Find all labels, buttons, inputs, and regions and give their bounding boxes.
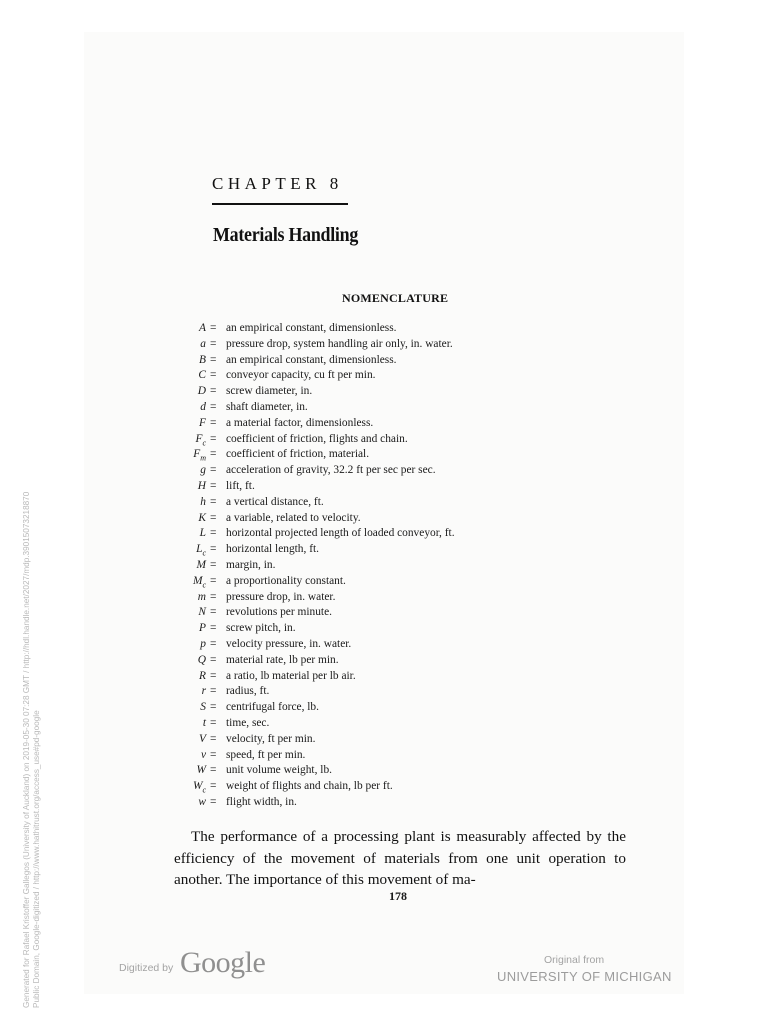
symbol-letter: H (197, 479, 206, 492)
nomenclature-item (0, 463, 768, 479)
nomenclature-item (0, 337, 768, 353)
nomenclature-symbol (199, 732, 206, 748)
symbol-letter: F (199, 416, 206, 429)
equals-sign: = (210, 653, 217, 666)
equals-sign: = (210, 764, 217, 777)
symbol-subscript: c (202, 785, 206, 795)
nomenclature-symbol (199, 669, 206, 685)
symbol-subscript: c (202, 548, 206, 558)
nomenclature-item (0, 432, 768, 448)
nomenclature-item (0, 621, 768, 637)
nomenclature-definition: a vertical distance, ft. (226, 495, 324, 508)
nomenclature-definition: conveyor capacity, cu ft per min. (226, 369, 376, 382)
equals-sign: = (210, 701, 217, 714)
equals-sign: = (210, 543, 217, 556)
nomenclature-item (0, 416, 768, 432)
nomenclature-definition: flight width, in. (226, 795, 297, 808)
equals-sign: = (210, 732, 217, 745)
nomenclature-definition: a variable, related to velocity. (226, 511, 361, 524)
nomenclature-symbol (200, 637, 206, 653)
nomenclature-item (0, 400, 768, 416)
nomenclature-item (0, 716, 768, 732)
symbol-letter: D (197, 385, 206, 398)
nomenclature-definition: centrifugal force, lb. (226, 701, 319, 714)
digitized-by-label: Digitized by (119, 962, 174, 974)
symbol-letter: v (200, 748, 206, 761)
nomenclature-definition: a ratio, lb material per lb air. (226, 669, 356, 682)
nomenclature-symbol (198, 605, 206, 621)
symbol-letter: V (199, 732, 206, 745)
symbol-letter: a (200, 337, 206, 350)
symbol-letter: B (199, 353, 206, 366)
nomenclature-item (0, 779, 768, 795)
symbol-letter: p (200, 637, 206, 650)
nomenclature-symbol (197, 763, 207, 779)
nomenclature-item (0, 353, 768, 369)
nomenclature-symbol (199, 416, 206, 432)
symbol-subscript: c (202, 580, 206, 590)
nomenclature-symbol (198, 590, 206, 606)
nomenclature-heading: NOMENCLATURE (342, 291, 449, 305)
nomenclature-symbol (201, 748, 206, 764)
symbol-letter: h (200, 495, 206, 508)
nomenclature-definition: shaft diameter, in. (226, 400, 308, 413)
nomenclature-definition: screw diameter, in. (226, 385, 313, 398)
equals-sign: = (210, 416, 217, 429)
nomenclature-item (0, 637, 768, 653)
nomenclature-symbol (203, 716, 206, 732)
nomenclature-item (0, 574, 768, 590)
nomenclature-definition: a proportionality constant. (226, 574, 346, 587)
nomenclature-item (0, 321, 768, 337)
nomenclature-definition: margin, in. (226, 558, 276, 571)
equals-sign: = (210, 448, 217, 461)
equals-sign: = (210, 479, 217, 492)
symbol-letter: A (199, 322, 206, 334)
nomenclature-symbol (198, 479, 206, 495)
nomenclature-definition: lift, ft. (226, 479, 255, 492)
nomenclature-definition: an empirical constant, dimensionless. (226, 322, 397, 334)
equals-sign: = (210, 495, 217, 508)
side-stamp-line-2: Public Domain, Google-digitized / http://www.hathitrust.org/access_use#pd-google (32, 710, 41, 1008)
nomenclature-item (0, 384, 768, 400)
symbol-letter: C (198, 369, 206, 382)
nomenclature-item (0, 590, 768, 606)
nomenclature-definition: acceleration of gravity, 32.2 ft per sec per sec. (226, 464, 436, 477)
equals-sign: = (210, 748, 217, 761)
nomenclature-item (0, 732, 768, 748)
nomenclature-symbol (199, 321, 206, 337)
symbol-letter: P (199, 622, 206, 635)
equals-sign: = (210, 385, 217, 398)
equals-sign: = (210, 669, 217, 682)
university-label: UNIVERSITY OF MICHIGAN (497, 969, 672, 984)
nomenclature-definition: pressure drop, system handling air only, in. water. (226, 337, 453, 350)
nomenclature-symbol (202, 684, 206, 700)
equals-sign: = (210, 716, 217, 729)
nomenclature-definition: horizontal projected length of loaded conveyor, ft. (226, 527, 455, 540)
equals-sign: = (210, 322, 217, 334)
nomenclature-item (0, 653, 768, 669)
nomenclature-item (0, 669, 768, 685)
nomenclature-item (0, 748, 768, 764)
nomenclature-item (0, 511, 768, 527)
nomenclature-definition: velocity, ft per min. (226, 732, 316, 745)
nomenclature-definition: radius, ft. (226, 685, 270, 698)
nomenclature-symbol (199, 621, 206, 637)
symbol-letter: W (196, 764, 206, 777)
nomenclature-item (0, 495, 768, 511)
nomenclature-item (0, 447, 768, 463)
nomenclature-definition: coefficient of friction, flights and chain. (226, 432, 408, 445)
chapter-label: CHAPTER 8 (212, 174, 343, 193)
nomenclature-definition: revolutions per minute. (226, 606, 332, 619)
nomenclature-definition: an empirical constant, dimensionless. (226, 353, 397, 366)
symbol-letter: L (196, 543, 203, 556)
symbol-letter: L (199, 527, 206, 540)
equals-sign: = (210, 369, 217, 382)
equals-sign: = (210, 527, 217, 540)
nomenclature-item (0, 763, 768, 779)
nomenclature-item (0, 558, 768, 574)
equals-sign: = (210, 606, 217, 619)
nomenclature-symbol (200, 337, 206, 353)
equals-sign: = (210, 574, 217, 587)
symbol-letter: g (200, 464, 206, 477)
equals-sign: = (210, 590, 217, 603)
nomenclature-list (0, 321, 768, 811)
nomenclature-definition: time, sec. (226, 716, 270, 729)
equals-sign: = (210, 400, 217, 413)
nomenclature-symbol (198, 653, 206, 669)
nomenclature-definition: weight of flights and chain, lb per ft. (226, 780, 393, 793)
symbol-letter: F (195, 432, 203, 445)
symbol-letter: W (192, 780, 203, 793)
nomenclature-definition: pressure drop, in. water. (226, 590, 336, 603)
equals-sign: = (210, 337, 217, 350)
nomenclature-symbol (198, 384, 206, 400)
symbol-letter: K (198, 511, 206, 524)
symbol-letter: m (197, 590, 206, 603)
side-stamp-line-1: Generated for Rafael Kristoffer Gallegos (University of Auckland) on 2019-05-30 07:28 GMT / http://hdl.handle.net/2027/mdp.39015073218870 (22, 491, 31, 1008)
chapter-rule (212, 203, 348, 205)
nomenclature-symbol (199, 353, 206, 369)
equals-sign: = (210, 622, 217, 635)
nomenclature-item (0, 479, 768, 495)
nomenclature-symbol (200, 700, 206, 716)
symbol-letter: M (192, 574, 203, 587)
nomenclature-item (0, 795, 768, 811)
nomenclature-symbol (200, 400, 206, 416)
equals-sign: = (210, 795, 217, 808)
nomenclature-item (0, 368, 768, 384)
symbol-letter: Q (197, 653, 206, 666)
symbol-letter: F (193, 448, 201, 461)
body-paragraph (174, 826, 626, 891)
equals-sign: = (210, 353, 217, 366)
equals-sign: = (210, 637, 217, 650)
original-from-label: Original from (544, 954, 605, 966)
nomenclature-symbol (198, 795, 206, 811)
symbol-letter: S (200, 701, 206, 714)
equals-sign: = (210, 432, 217, 445)
nomenclature-definition: screw pitch, in. (226, 622, 296, 635)
symbol-letter: R (199, 669, 206, 682)
symbol-letter: r (201, 685, 206, 698)
nomenclature-symbol (198, 368, 206, 384)
symbol-subscript: m (200, 453, 206, 463)
equals-sign: = (210, 464, 217, 477)
symbol-letter: N (198, 606, 206, 619)
nomenclature-symbol (197, 558, 207, 574)
symbol-letter: w (198, 795, 206, 808)
nomenclature-definition: horizontal length, ft. (226, 543, 319, 556)
nomenclature-definition: unit volume weight, lb. (226, 764, 332, 777)
chapter-title: Materials Handling (213, 225, 359, 246)
nomenclature-symbol (200, 526, 206, 542)
symbol-subscript: c (202, 437, 206, 447)
nomenclature-symbol (200, 463, 206, 479)
nomenclature-definition: a material factor, dimensionless. (226, 416, 374, 429)
nomenclature-symbol (198, 511, 206, 527)
equals-sign: = (210, 511, 217, 524)
body-text: The performance of a processing plant is measurably affected by the efficiency of the movement of materials from one unit operation to another. The importance of this movement of ma- (174, 828, 626, 888)
nomenclature-symbol (200, 495, 206, 511)
nomenclature-item (0, 605, 768, 621)
equals-sign: = (210, 780, 217, 793)
equals-sign: = (210, 685, 217, 698)
nomenclature-definition: coefficient of friction, material. (226, 448, 370, 461)
nomenclature-definition: material rate, lb per min. (226, 653, 339, 666)
page-number: 178 (389, 889, 407, 903)
symbol-letter: M (196, 558, 206, 571)
equals-sign: = (210, 558, 217, 571)
symbol-letter: t (202, 716, 206, 729)
nomenclature-definition: speed, ft per min. (226, 748, 306, 761)
symbol-letter: d (200, 400, 206, 413)
nomenclature-item (0, 526, 768, 542)
nomenclature-definition: velocity pressure, in. water. (226, 637, 352, 650)
nomenclature-item (0, 684, 768, 700)
google-logo: Google (180, 946, 266, 979)
nomenclature-item (0, 700, 768, 716)
nomenclature-item (0, 542, 768, 558)
